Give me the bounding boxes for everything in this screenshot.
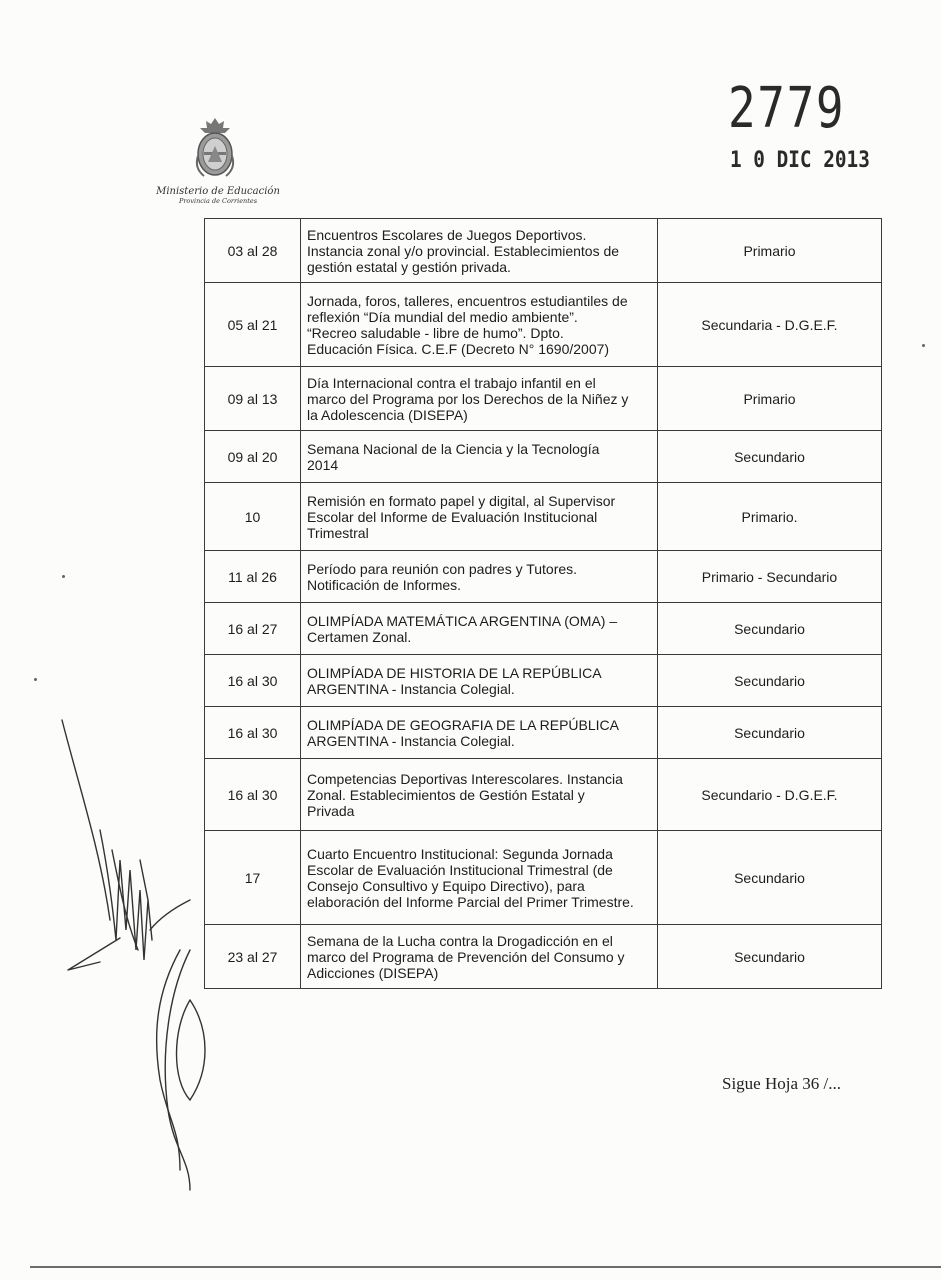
row-description <box>301 759 658 831</box>
description-line: reflexión “Día mundial del medio ambiente”. <box>307 308 578 325</box>
row-date: 09 al 20 <box>205 431 301 483</box>
row-description <box>301 603 658 655</box>
scan-speck <box>922 344 925 347</box>
table-row <box>205 603 882 655</box>
description-line: gestión estatal y gestión privada. <box>307 258 511 275</box>
table-row <box>205 925 882 989</box>
description-line: ARGENTINA - Instancia Colegial. <box>307 680 515 697</box>
row-level: Primario <box>658 367 882 431</box>
scan-speck <box>62 575 65 578</box>
description-line: OLIMPÍADA DE GEOGRAFIA DE LA REPÚBLICA <box>307 716 619 733</box>
description-line: Escolar del Informe de Evaluación Institucional <box>307 508 598 525</box>
ministry-name: Ministerio de Educación <box>156 186 280 197</box>
row-date: 05 al 21 <box>205 283 301 367</box>
row-date: 16 al 30 <box>205 759 301 831</box>
row-level: Secundario - D.G.E.F. <box>658 759 882 831</box>
row-description <box>301 483 658 551</box>
row-description <box>301 367 658 431</box>
table-row <box>205 367 882 431</box>
description-line: Educación Física. C.E.F (Decreto N° 1690/2007) <box>307 340 610 357</box>
description-line: 2014 <box>307 456 339 473</box>
description-line: Remisión en formato papel y digital, al Supervisor <box>307 492 616 509</box>
row-description <box>301 283 658 367</box>
row-date: 23 al 27 <box>205 925 301 989</box>
row-level: Secundario <box>658 925 882 989</box>
table-row <box>205 707 882 759</box>
description-line: Competencias Deportivas Interescolares. Instancia <box>307 770 623 787</box>
description-line: Certamen Zonal. <box>307 628 412 645</box>
description-line: marco del Programa de Prevención del Consumo y <box>307 948 625 965</box>
description-line: ARGENTINA - Instancia Colegial. <box>307 732 515 749</box>
table-row <box>205 759 882 831</box>
row-date: 16 al 30 <box>205 655 301 707</box>
description-line: elaboración del Informe Parcial del Primer Trimestre. <box>307 893 634 910</box>
description-line: Trimestral <box>307 524 369 541</box>
coat-of-arms-icon <box>190 116 240 180</box>
scan-speck <box>34 678 37 681</box>
description-line: marco del Programa por los Derechos de la Niñez y <box>307 390 629 407</box>
activities-table <box>204 218 882 989</box>
description-line: Cuarto Encuentro Institucional: Segunda Jornada <box>307 845 613 862</box>
description-line: Zonal. Establecimientos de Gestión Estatal y <box>307 786 585 803</box>
description-line: la Adolescencia (DISEPA) <box>307 406 468 423</box>
row-level: Secundario <box>658 831 882 925</box>
description-line: Jornada, foros, talleres, encuentros estudiantiles de <box>307 292 628 309</box>
description-line: Adicciones (DISEPA) <box>307 964 439 981</box>
stamp-number: 2779 <box>728 76 846 141</box>
row-description <box>301 551 658 603</box>
description-line: Escolar de Evaluación Institucional Trimestral (de <box>307 861 613 878</box>
row-level: Secundaria - D.G.E.F. <box>658 283 882 367</box>
row-description <box>301 219 658 283</box>
table-row <box>205 483 882 551</box>
row-description <box>301 925 658 989</box>
handwritten-signature <box>40 700 240 1200</box>
description-line: Notificación de Informes. <box>307 576 462 593</box>
row-level: Primario - Secundario <box>658 551 882 603</box>
table-row <box>205 431 882 483</box>
row-description <box>301 431 658 483</box>
continue-note: Sigue Hoja 36 /... <box>722 1074 841 1093</box>
description-line: Instancia zonal y/o provincial. Establecimientos de <box>307 242 620 259</box>
description-line: Período para reunión con padres y Tutores. <box>307 560 578 577</box>
row-date: 17 <box>205 831 301 925</box>
description-line: OLIMPÍADA DE HISTORIA DE LA REPÚBLICA <box>307 664 602 681</box>
scan-edge-line <box>30 1266 941 1268</box>
table-row <box>205 283 882 367</box>
row-date: 10 <box>205 483 301 551</box>
row-level: Primario <box>658 219 882 283</box>
row-level: Primario. <box>658 483 882 551</box>
description-line: Semana de la Lucha contra la Drogadicción en el <box>307 932 613 949</box>
row-date: 16 al 30 <box>205 707 301 759</box>
description-line: “Recreo saludable - libre de humo”. Dpto. <box>307 324 564 341</box>
province-name: Provincia de Corrientes <box>178 197 258 205</box>
row-description <box>301 707 658 759</box>
row-date: 11 al 26 <box>205 551 301 603</box>
row-level: Secundario <box>658 707 882 759</box>
table-row <box>205 219 882 283</box>
description-line: Día Internacional contra el trabajo infantil en el <box>307 374 596 391</box>
description-line: Semana Nacional de la Ciencia y la Tecnología <box>307 440 600 457</box>
description-line: Consejo Consultivo y Equipo Directivo), para <box>307 877 585 894</box>
table-row <box>205 551 882 603</box>
description-line: Encuentros Escolares de Juegos Deportivos. <box>307 226 587 243</box>
row-date: 16 al 27 <box>205 603 301 655</box>
row-level: Secundario <box>658 431 882 483</box>
ministry-heading <box>148 186 288 205</box>
row-date: 03 al 28 <box>205 219 301 283</box>
table-row <box>205 655 882 707</box>
row-level: Secundario <box>658 655 882 707</box>
stamp-date: 1 0 DIC 2013 <box>730 148 870 173</box>
row-level: Secundario <box>658 603 882 655</box>
description-line: Privada <box>307 802 355 819</box>
row-description <box>301 655 658 707</box>
table-row <box>205 831 882 925</box>
row-description <box>301 831 658 925</box>
description-line: OLIMPÍADA MATEMÁTICA ARGENTINA (OMA) – <box>307 612 618 629</box>
row-date: 09 al 13 <box>205 367 301 431</box>
